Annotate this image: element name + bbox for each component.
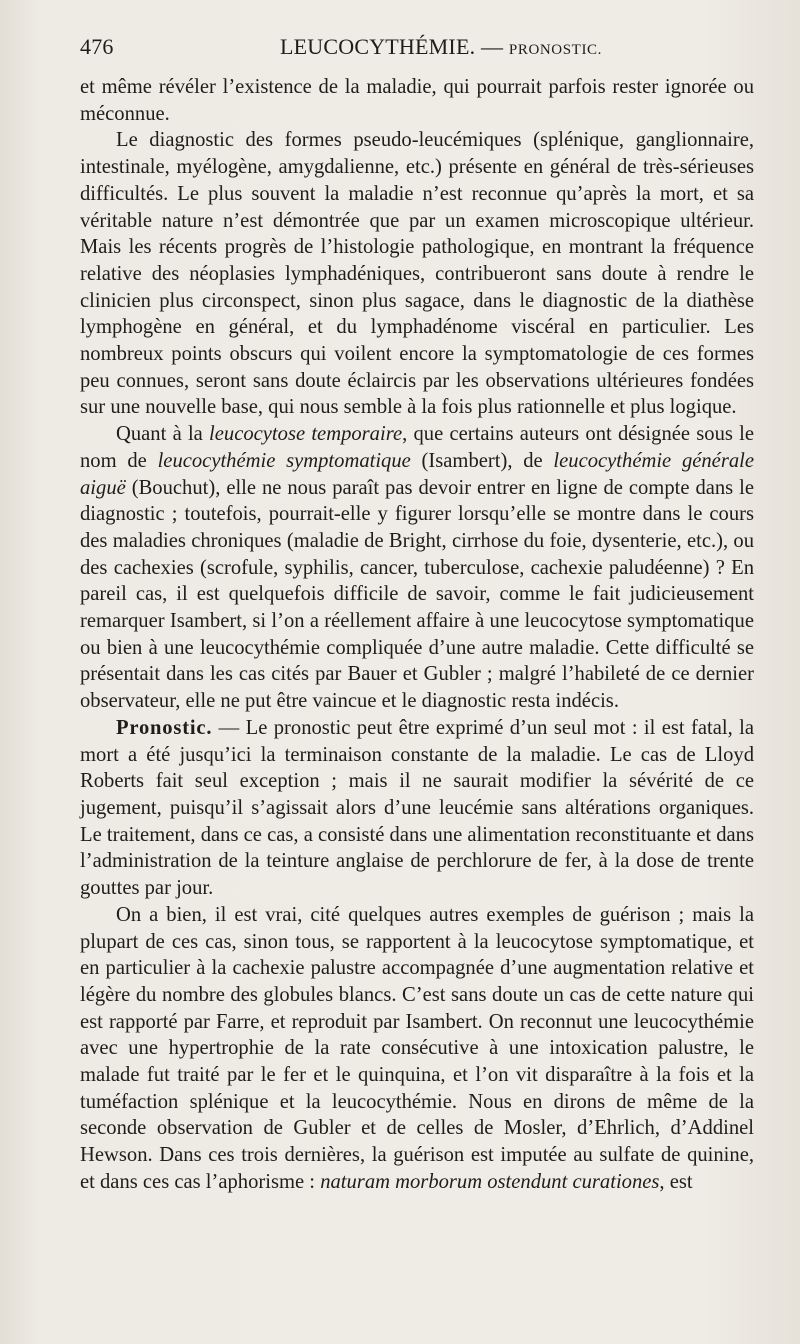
section-subtitle: PRONOSTIC. — [508, 42, 602, 58]
text-run: (Isambert), de — [410, 449, 554, 472]
text-run: , est — [659, 1170, 693, 1193]
italic-term: leucocytose temporaire — [209, 423, 403, 446]
paragraph-continuation — [80, 74, 754, 127]
page-number: 476 — [80, 34, 114, 59]
text-run: Quant à la — [116, 423, 210, 446]
italic-latin-aphorism: naturam morborum ostendunt curationes — [320, 1170, 660, 1193]
paragraph-diagnostic-pseudo-leukemic — [80, 127, 754, 421]
paragraph-text: Le diagnostic des formes pseudo-leucémiques (splénique, ganglionnaire, intestinale, myélogène, amygdalienne, etc.) présente en général de très-sérieuses difficultés. Le plus souvent la maladie n’est reconnue qu’après la mort, et sa véritable nature n’est démontrée que par un examen microscopique ultérieur. Mais les récents progrès de l’histologie pathologique, en montrant la fréquence relative des néoplasies lymphadéniques, contribueront sans doute à rendre le clinicien plus circonspect, sinon plus sagace, dans le diagnostic de la diathèse lymphogène en général, et du lymphadénome viscéral en particulier. Les nombreux points obscurs qui voilent encore la symptomatologie de ces formes peu connues, seront sans doute éclaircis par les observations ultérieures fondées sur une nouvelle base, qui nous semble à la fois plus rationnelle et plus logique. — [80, 129, 754, 419]
paragraph-text: — Le pronostic peut être exprimé d’un seul mot : il est fatal, la mort a été jusqu’ici la terminaison constante de la maladie. Le cas de Lloyd Roberts fait seul exception ; mais il ne saurait modifier la sévérité de ce jugement, puisqu’il s’agissait alors d’une leucémie sans altérations organiques. Le traitement, dans ce cas, a consisté dans une alimentation reconstituante et dans l’administration de la teinture anglaise de perchlorure de fer, à la dose de trente gouttes par jour. — [80, 716, 754, 900]
paragraph-pronostic — [80, 715, 754, 902]
chapter-title: LEUCOCYTHÉMIE. — [280, 34, 476, 59]
main-text — [80, 74, 754, 1196]
paragraph-leucocytose-temporaire — [80, 421, 754, 715]
title-separator: — — [480, 34, 504, 59]
italic-term: leucocythémie générale aiguë — [80, 449, 754, 499]
italic-term: leucocythémie symptomatique — [157, 449, 411, 472]
section-heading: Pronostic. — [116, 716, 213, 739]
paragraph-guerison — [80, 902, 754, 1196]
text-run: (Bouchut), elle ne nous paraît pas devoir entrer en ligne de compte dans le diagnostic ; toutefois, pourrait-elle y figurer lorsqu’elle se montre dans le cours des maladies chroniques (maladie de Bright, cirrhose du foie, dysenterie, etc.), ou des cachexies (scrofule, syphilis, cancer, tuberculose, cachexie paludéenne) ? En pareil cas, il est quelquefois difficile de savoir, comme le fait judicieusement remarquer Isambert, si l’on a réellement affaire à une leucocytose symptomatique ou bien à une leucocythémie compliquée d’une autre maladie. Cette difficulté se présentait dans les cas cités par Bauer et Gubler ; malgré l’habileté de ce dernier observateur, elle ne put être vaincue et le diagnostic resta indécis. — [80, 476, 754, 713]
paragraph-text: et même révéler l’existence de la maladie, qui pourrait parfois rester ignorée ou méconnue. — [80, 76, 754, 125]
running-title — [280, 34, 602, 60]
text-run: , que certains auteurs ont désignée sous le nom de — [80, 423, 754, 472]
text-run: On a bien, il est vrai, cité quelques autres exemples de guérison ; mais la plupart de ces cas, sinon tous, se rapportent à la leucocytose symptomatique, et en particulier à la cachexie palustre accompagnée d’une augmentation relative et légère du nombre des globules blancs. C’est sans doute un cas de cette nature qui est rapporté par Farre, et reproduit par Isambert. On reconnut une leucocythémie avec une hypertrophie de la rate consécutive à une intoxication palustre, le malade fut traité par le fer et le quinquina, et l’on vit disparaître à la fois et la tuméfaction splénique et la leucocythémie. Nous en dirons de même de la seconde observation de Gubler et de celles de Mosler, d’Ehrlich, d’Addinel Hewson. Dans ces trois dernières, la guérison est imputée au sulfate de quinine, et dans ces cas l’aphorisme : — [80, 903, 754, 1193]
running-header — [80, 34, 760, 66]
